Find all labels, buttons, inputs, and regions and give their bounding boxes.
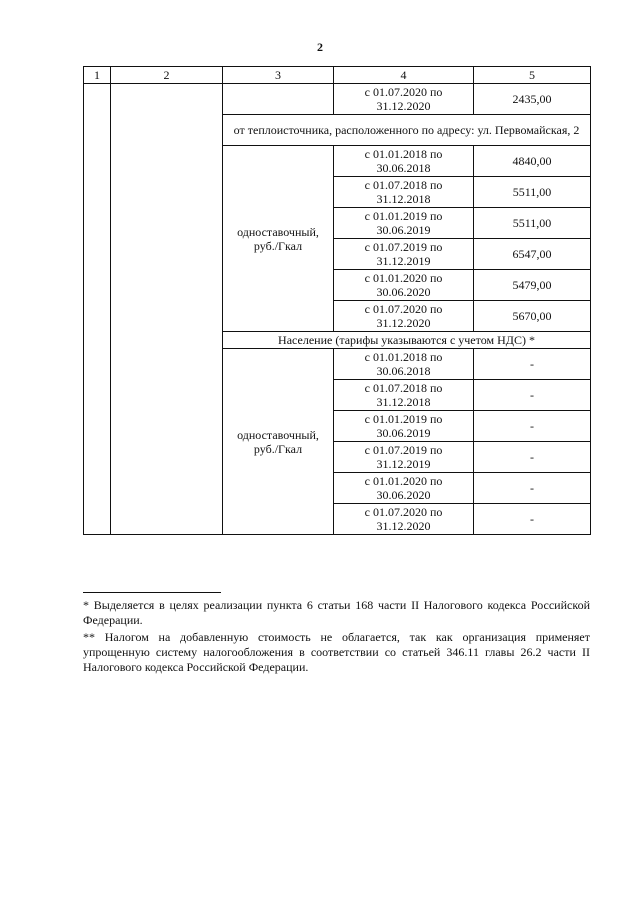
column-header-3: 3 [223,67,334,84]
table-row [84,84,591,115]
period-cell: с 01.01.2018 по 30.06.2018 [334,146,474,177]
value-cell: - [474,442,591,473]
tariff-table [83,66,591,535]
period-cell: с 01.07.2018 по 31.12.2018 [334,177,474,208]
value-cell: - [474,504,591,535]
footnote-divider [83,592,221,593]
period-cell: с 01.01.2020 по 30.06.2020 [334,473,474,504]
header-row [84,67,591,84]
heat-source-title: от теплоисточника, расположенного по адресу: ул. Первомайская, 2 [223,115,591,146]
column-header-5: 5 [474,67,591,84]
value-cell: 5670,00 [474,301,591,332]
value-cell: 6547,00 [474,239,591,270]
period-cell: с 01.01.2020 по 30.06.2020 [334,270,474,301]
footnote-vat-exemption: ** Налогом на добавленную стоимость не облагается, так как организация применяет упрощенную систему налогообложения в соответствии со статьей 346.11 главы 26.2 части II Налогового кодекса Российской Федерации. [83,630,590,674]
tariff-type-cell: одноставочный, руб./Гкал [223,146,334,332]
value-cell: 5511,00 [474,177,591,208]
period-cell: с 01.07.2018 по 31.12.2018 [334,380,474,411]
value-cell: - [474,473,591,504]
value-cell: 2435,00 [474,84,591,115]
period-cell: с 01.07.2019 по 31.12.2019 [334,239,474,270]
column-header-4: 4 [334,67,474,84]
column-header-2: 2 [111,67,223,84]
period-cell: с 01.07.2019 по 31.12.2019 [334,442,474,473]
tariff-type-cell: одноставочный, руб./Гкал [223,349,334,535]
period-cell: с 01.01.2019 по 30.06.2019 [334,208,474,239]
organization-cell [111,84,223,535]
value-cell: - [474,349,591,380]
footnote-vat: * Выделяется в целях реализации пункта 6 статьи 168 части II Налогового кодекса Российской Федерации. [83,598,590,627]
period-cell: с 01.07.2020 по 31.12.2020 [334,504,474,535]
period-cell: с 01.07.2020 по 31.12.2020 [334,84,474,115]
column-header-1: 1 [84,67,111,84]
page-number: 2 [317,40,323,54]
period-cell: с 01.01.2019 по 30.06.2019 [334,411,474,442]
population-title: Население (тарифы указываются с учетом НДС) * [223,332,591,349]
value-cell: 5511,00 [474,208,591,239]
tariff-type-cell [223,84,334,115]
footnotes [83,598,590,677]
value-cell: 4840,00 [474,146,591,177]
value-cell: 5479,00 [474,270,591,301]
value-cell: - [474,411,591,442]
row-number-cell [84,84,111,535]
period-cell: с 01.01.2018 по 30.06.2018 [334,349,474,380]
value-cell: - [474,380,591,411]
period-cell: с 01.07.2020 по 31.12.2020 [334,301,474,332]
